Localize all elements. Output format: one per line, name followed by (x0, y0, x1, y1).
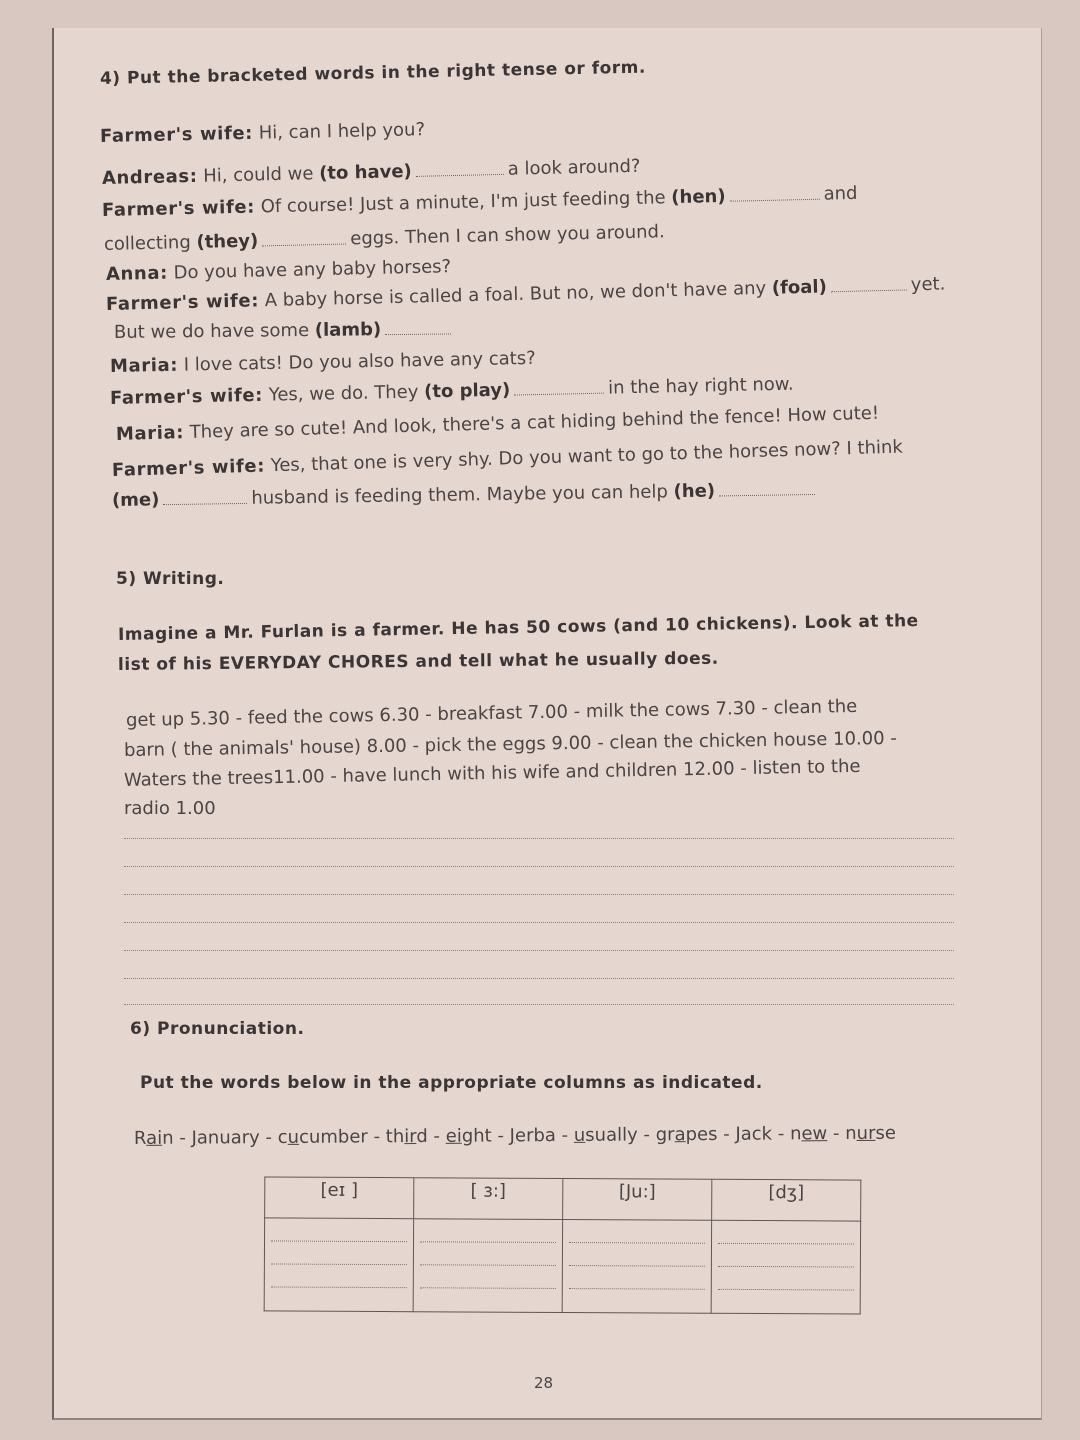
word-part: sually (585, 1124, 638, 1146)
bracketed-word: (to have) (318, 160, 413, 185)
dialogue-text: They are so cute! And look, there's a cat hiding behind the fence! How cute! (183, 402, 880, 444)
exercise-5-heading: 5) Writing. (116, 569, 225, 589)
answer-blank[interactable] (719, 482, 815, 497)
writing-answer-line[interactable] (124, 922, 954, 923)
pronunciation-word (134, 1128, 174, 1149)
dialogue-text: Hi, can I help you? (252, 119, 426, 144)
dialogue-line (116, 403, 880, 446)
speaker-label: Farmer's wife: (101, 196, 256, 221)
dialogue-text: Yes, that one is very shy. Do you want to go to the horses now? I think (264, 436, 904, 477)
dialogue-text: Yes, we do. They (262, 381, 425, 406)
answer-cell[interactable] (562, 1220, 711, 1314)
word-part: c (277, 1126, 288, 1148)
bracketed-word: (to play) (423, 379, 511, 403)
word-separator: - (717, 1123, 736, 1145)
answer-blank[interactable] (163, 491, 247, 505)
dialogue-text: eggs. Then I can show you around. (350, 221, 665, 250)
dialogue-line (110, 348, 536, 378)
bracketed-word: (he) (673, 480, 716, 503)
worksheet-page (52, 28, 1042, 1420)
dialogue-line (106, 256, 452, 286)
writing-answer-line[interactable] (124, 866, 954, 867)
dialogue-line (102, 183, 858, 222)
word-separator: - (637, 1124, 656, 1146)
dialogue-text: and (823, 182, 858, 205)
dialogue-text: yet. (910, 273, 946, 296)
word-separator: - (827, 1123, 846, 1145)
pronunciation-table (264, 1176, 862, 1314)
dialogue-text: a look around? (507, 155, 641, 180)
answer-blank[interactable] (262, 232, 346, 247)
underlined-sound: a (674, 1124, 686, 1146)
page-number: 28 (534, 1374, 554, 1392)
underlined-sound: J (509, 1125, 516, 1147)
pronunciation-word (574, 1124, 638, 1145)
word-separator: - (772, 1123, 791, 1145)
word-part: n (789, 1123, 802, 1145)
dialogue-line (104, 221, 665, 256)
word-separator: - (555, 1124, 574, 1147)
underlined-sound: J (735, 1123, 741, 1145)
answer-blank[interactable] (385, 321, 451, 335)
dialogue-text: husband is feeding them. Maybe you can help (251, 481, 674, 509)
underlined-sound: J (191, 1127, 197, 1149)
dialogue-line (110, 374, 794, 410)
word-separator: - (259, 1126, 278, 1149)
exercise-6-heading: 6) Pronunciation. (130, 1019, 305, 1039)
pronunciation-word (735, 1124, 772, 1145)
word-part: d (416, 1125, 428, 1148)
bracketed-word: (lamb) (314, 319, 382, 341)
bracketed-word: (foal) (771, 276, 828, 299)
underlined-sound: ew (801, 1123, 828, 1145)
writing-answer-line[interactable] (124, 894, 954, 895)
pronunciation-instruction: Put the words below in the appropriate columns as indicated. (140, 1073, 763, 1093)
chores-list-line: barn ( the animals' house) 8.00 - pick the eggs 9.00 - clean the chicken house 10.00 - (123, 727, 897, 761)
pronunciation-word (656, 1124, 718, 1145)
word-part: cumber (298, 1126, 368, 1148)
bracketed-word: (hen) (671, 185, 726, 209)
word-part: erba (514, 1125, 556, 1147)
underlined-sound: ai (146, 1127, 163, 1149)
answer-cell[interactable] (413, 1219, 562, 1313)
word-separator: - (173, 1127, 192, 1149)
exercise-4-heading: 4) Put the bracketed words in the right tense or form. (99, 57, 647, 89)
word-separator: - (367, 1126, 386, 1148)
answer-blank[interactable] (514, 381, 604, 396)
speaker-label: Farmer's wife: (111, 455, 266, 481)
underlined-sound: ur (856, 1122, 876, 1144)
word-part: gr (655, 1124, 675, 1146)
writing-answer-line[interactable] (124, 978, 954, 979)
word-part: n (162, 1127, 174, 1149)
speaker-label: Anna: (105, 262, 169, 285)
dialogue-line (112, 437, 903, 482)
dialogue-text: A baby horse is called a foal. But no, we don't have any (258, 277, 773, 312)
dialogue-text: But we do have some (113, 319, 315, 343)
word-part: ack (740, 1123, 773, 1145)
pronunciation-word (278, 1126, 368, 1148)
column-header-dz: [dʒ] (712, 1179, 861, 1221)
speaker-label: Farmer's wife: (109, 384, 264, 409)
underlined-sound: ei (445, 1125, 462, 1147)
answer-cell[interactable] (711, 1220, 860, 1314)
column-header-ei: [eɪ ] (265, 1177, 414, 1219)
word-part: R (133, 1127, 147, 1149)
pronunciation-word-list (134, 1123, 896, 1150)
answer-blank[interactable] (416, 162, 504, 177)
bracketed-word: (they) (196, 230, 259, 253)
writing-answer-line[interactable] (124, 838, 954, 839)
writing-answer-line[interactable] (124, 950, 954, 951)
speaker-label: Maria: (115, 422, 185, 445)
dialogue-text: Do you have any baby horses? (167, 256, 452, 284)
pronunciation-word (790, 1123, 827, 1144)
chores-list-line: get up 5.30 - feed the cows 6.30 - breakfast 7.00 - milk the cows 7.30 - clean the (125, 695, 858, 731)
word-part: ght (461, 1125, 492, 1147)
answer-blank[interactable] (831, 277, 907, 292)
dialogue-line (100, 119, 425, 148)
word-part: pes (685, 1123, 718, 1146)
word-separator: - (427, 1125, 446, 1147)
dialogue-text: Of course! Just a minute, I'm just feeding the (254, 187, 672, 218)
chores-list-line: radio 1.00 (124, 798, 216, 819)
column-header-ju: [Ju:] (563, 1179, 712, 1221)
word-part: se (875, 1122, 896, 1144)
dialogue-line (114, 318, 455, 344)
bracketed-word: (me) (111, 489, 160, 511)
pronunciation-word (386, 1126, 428, 1147)
column-header-er: [ ɜ:] (414, 1178, 563, 1220)
underlined-sound: ir (404, 1126, 417, 1148)
answer-cell[interactable] (264, 1218, 413, 1312)
dialogue-text: I love cats! Do you also have any cats? (177, 347, 536, 376)
pronunciation-word (510, 1125, 556, 1146)
writing-instruction: Imagine a Mr. Furlan is a farmer. He has 50 cows (and 10 chickens). Look at the (117, 611, 919, 645)
writing-answer-line[interactable] (124, 1004, 954, 1005)
answer-blank[interactable] (729, 187, 819, 202)
speaker-label: Maria: (109, 354, 179, 377)
word-part: n (845, 1122, 857, 1145)
word-separator: - (491, 1125, 510, 1147)
word-part: anuary (196, 1127, 260, 1149)
underlined-sound: u (573, 1124, 586, 1146)
writing-instruction: list of his EVERYDAY CHORES and tell what he usually does. (117, 648, 719, 675)
pronunciation-word (446, 1126, 492, 1147)
pronunciation-word (845, 1123, 896, 1144)
pronunciation-word (191, 1127, 259, 1148)
dialogue-text: collecting (103, 231, 197, 255)
speaker-label: Farmer's wife: (105, 290, 260, 315)
dialogue-line (112, 479, 819, 512)
word-part: th (385, 1126, 405, 1148)
underlined-sound: u (287, 1126, 300, 1148)
dialogue-text: Hi, could we (197, 163, 320, 187)
speaker-label: Andreas: (101, 165, 198, 189)
chores-list-line: Waters the trees11.00 - have lunch with his wife and children 12.00 - listen to the (123, 755, 861, 791)
dialogue-line (102, 156, 641, 190)
dialogue-text: in the hay right now. (607, 373, 794, 399)
speaker-label: Farmer's wife: (99, 122, 254, 147)
